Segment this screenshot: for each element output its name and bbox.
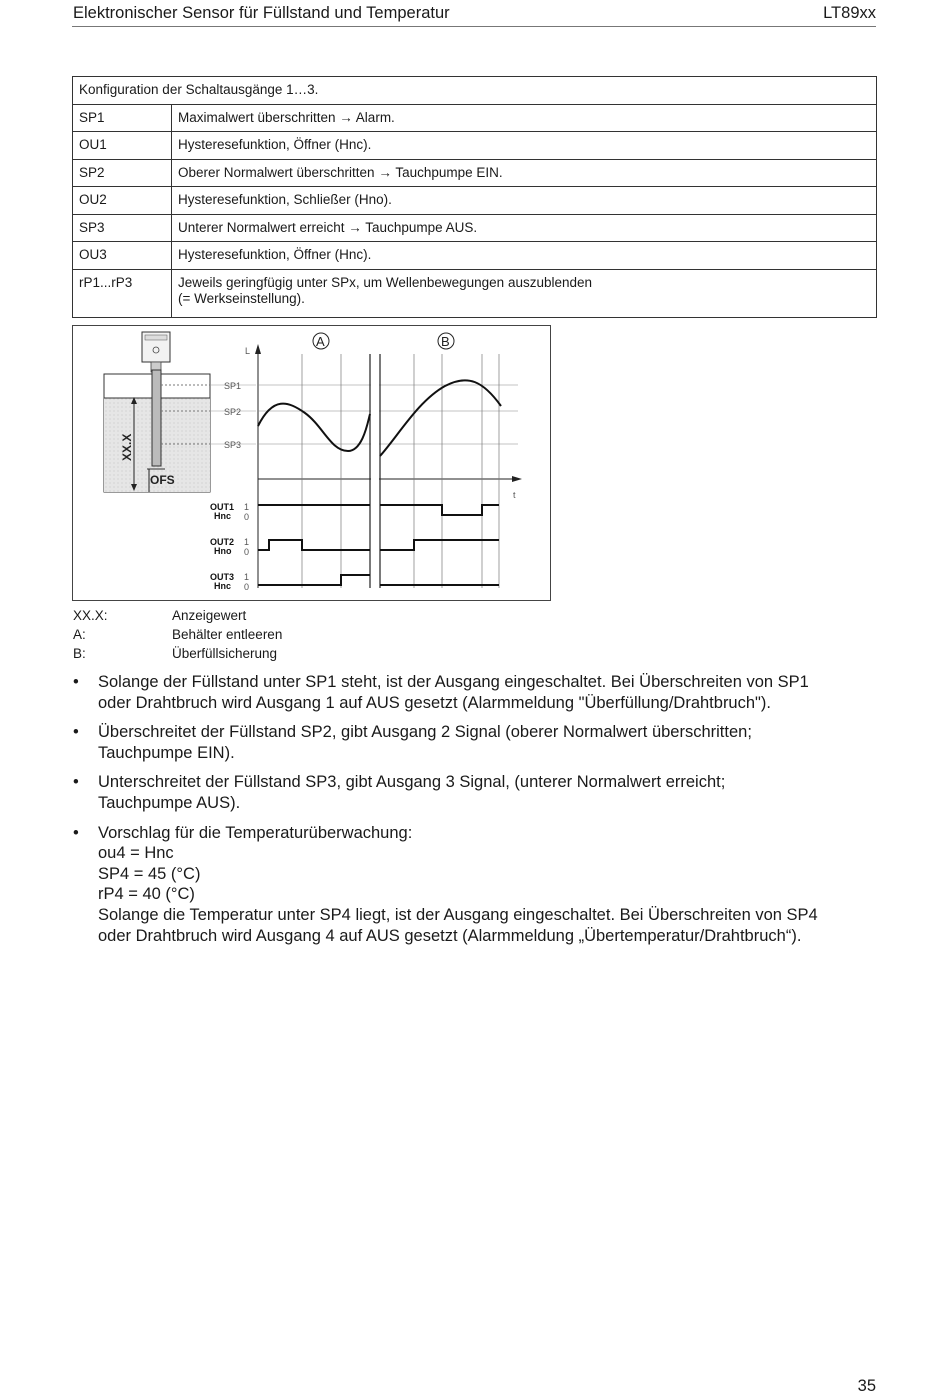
out3-zero: 0: [244, 582, 250, 592]
legend-key: A:: [73, 627, 86, 642]
marker-b: B: [441, 334, 450, 349]
table-row: [73, 187, 877, 215]
out3-mode: Hnc: [214, 581, 232, 591]
sp1-label: SP1: [224, 381, 242, 391]
ofs-label: OFS: [150, 473, 175, 487]
out1-one: 1: [244, 502, 250, 512]
axis-time-label: t: [513, 490, 516, 500]
header-model: LT89xx: [823, 4, 876, 22]
bullet-line: oder Drahtbruch wird Ausgang 1 auf AUS gesetzt (Alarmmeldung "Überfüllung/Drahtbruch").: [98, 693, 771, 712]
bullet-dot: •: [73, 723, 79, 742]
table-value-line: Jeweils geringfügig unter SPx, um Wellenbewegungen auszublenden: [178, 274, 593, 290]
out3-name: OUT3: [210, 572, 235, 582]
table-key: SP1: [73, 104, 172, 132]
legend-key: B:: [73, 646, 86, 661]
out2-mode: Hno: [214, 546, 232, 556]
sp3-label: SP3: [224, 440, 242, 450]
table-value: Maximalwert überschritten → Alarm.: [172, 104, 877, 132]
legend-value: Überfüllsicherung: [172, 646, 278, 661]
table-key: OU3: [73, 242, 172, 270]
list-item: [72, 722, 882, 763]
bullet-line: Unterschreitet der Füllstand SP3, gibt Ausgang 3 Signal, (unterer Normalwert erreicht;: [98, 773, 726, 792]
list-item: [72, 672, 882, 713]
bullet-line: Tauchpumpe AUS).: [98, 793, 241, 812]
config-table: [72, 76, 877, 318]
table-row: [73, 132, 877, 160]
table-value: Hysteresefunktion, Öffner (Hnc).: [172, 242, 877, 270]
table-row: [73, 269, 877, 317]
table-value: Hysteresefunktion, Schließer (Hno).: [172, 187, 877, 215]
out3-one: 1: [244, 572, 250, 582]
list-item: [72, 772, 882, 813]
legend-value: Anzeigewert: [172, 608, 247, 623]
table-key: OU2: [73, 187, 172, 215]
table-value: [172, 269, 877, 317]
bullet-line: SP4 = 45 (°C): [98, 864, 201, 883]
switching-diagram: [72, 325, 551, 601]
bullet-dot: •: [73, 823, 79, 842]
table-key: SP3: [73, 214, 172, 242]
page-number: 35: [857, 1377, 876, 1395]
out2-zero: 0: [244, 547, 250, 557]
list-item: [72, 823, 882, 947]
sp2-label: SP2: [224, 407, 242, 417]
bullet-dot: •: [73, 673, 79, 691]
table-value-line: (= Werkseinstellung).: [178, 291, 305, 306]
level-curve-b: [380, 380, 501, 456]
table-value: Oberer Normalwert überschritten → Tauchpumpe EIN.: [172, 159, 877, 187]
bullet-line: Solange die Temperatur unter SP4 liegt, ist der Ausgang eingeschaltet. Bei Überschreiten von SP4: [98, 905, 818, 924]
table-key: rP1...rP3: [73, 269, 172, 317]
out1-name: OUT1: [210, 502, 235, 512]
header-title: Elektronischer Sensor für Füllstand und Temperatur: [73, 4, 450, 22]
page-header: [72, 4, 876, 27]
out1-zero: 0: [244, 512, 250, 522]
bullet-line: Überschreitet der Füllstand SP2, gibt Ausgang 2 Signal (oberer Normalwert überschritten;: [98, 723, 752, 742]
bullet-dot: •: [73, 773, 79, 792]
display-value-label: XX.X: [120, 433, 134, 461]
bullet-line: Tauchpumpe EIN).: [98, 743, 235, 762]
legend-value: Behälter entleeren: [172, 627, 283, 642]
table-key: OU1: [73, 132, 172, 160]
table-key: SP2: [73, 159, 172, 187]
out1-mode: Hnc: [214, 511, 232, 521]
bullet-line: ou4 = Hnc: [98, 844, 174, 863]
bullet-line: oder Drahtbruch wird Ausgang 4 auf AUS gesetzt (Alarmmeldung „Übertemperatur/Drahtbruch“).: [98, 926, 802, 945]
table-value: Hysteresefunktion, Öffner (Hnc).: [172, 132, 877, 160]
switching-diagram-svg: [73, 326, 550, 600]
out2-name: OUT2: [210, 537, 235, 547]
bullet-list: [72, 672, 882, 955]
out2-one: 1: [244, 537, 250, 547]
config-table-caption: Konfiguration der Schaltausgänge 1…3.: [73, 77, 877, 105]
table-row: [73, 159, 877, 187]
table-row: [73, 214, 877, 242]
marker-a: A: [316, 334, 325, 349]
table-row: [73, 104, 877, 132]
bullet-line: rP4 = 40 (°C): [98, 885, 195, 904]
axis-level-label: L: [245, 346, 251, 356]
table-value: Unterer Normalwert erreicht → Tauchpumpe AUS.: [172, 214, 877, 242]
bullet-line: Vorschlag für die Temperaturüberwachung:: [98, 823, 413, 842]
table-row: [73, 242, 877, 270]
sensor-icon: [142, 332, 170, 372]
probe-icon: [152, 370, 161, 466]
legend-key: XX.X:: [73, 608, 108, 623]
bullet-line: Solange der Füllstand unter SP1 steht, ist der Ausgang eingeschaltet. Bei Überschreiten von SP1: [98, 673, 809, 691]
